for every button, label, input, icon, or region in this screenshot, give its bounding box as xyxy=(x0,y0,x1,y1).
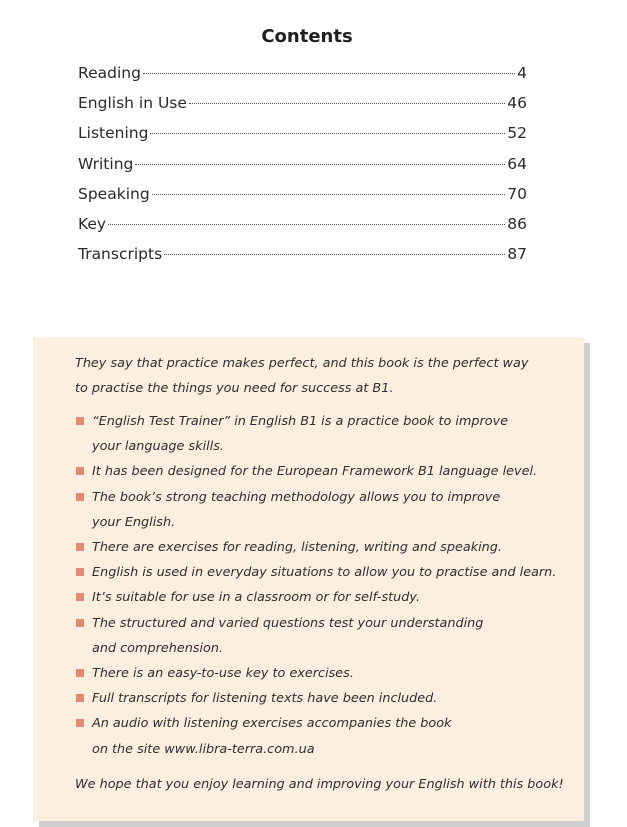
toc-label: Reading xyxy=(78,64,141,82)
square-bullet-icon xyxy=(76,694,84,702)
square-bullet-icon xyxy=(76,543,84,551)
list-item xyxy=(75,686,584,711)
list-item xyxy=(75,459,584,484)
list-item-text: Full transcripts for listening texts have been included. xyxy=(92,691,438,707)
list-item xyxy=(75,611,584,661)
list-item-text: your language skills. xyxy=(92,439,224,455)
toc-page-number: 52 xyxy=(507,124,527,143)
list-item-text: It’s suitable for use in a classroom or for self-study. xyxy=(92,590,421,606)
toc-entry-speaking[interactable] xyxy=(78,184,527,214)
square-bullet-icon xyxy=(76,568,84,576)
toc-label: Speaking xyxy=(78,184,150,203)
toc-leader-dots xyxy=(135,164,505,165)
page-title: Contents xyxy=(261,26,353,47)
toc-label: English in Use xyxy=(78,94,187,113)
list-item-text: and comprehension. xyxy=(92,640,224,656)
square-bullet-icon xyxy=(76,493,84,501)
list-item-text: An audio with listening exercises accompanies the book xyxy=(92,716,452,732)
list-item xyxy=(75,661,584,686)
list-item-text: It has been designed for the European Framework B1 language level. xyxy=(92,464,538,480)
info-box-closing: We hope that you enjoy learning and improving your English with this book! xyxy=(75,776,564,792)
toc-entry-english-in-use[interactable] xyxy=(78,93,527,123)
intro-line: to practise the things you need for success at B1. xyxy=(75,381,394,396)
list-item xyxy=(75,485,584,535)
square-bullet-icon xyxy=(76,467,84,475)
toc-entry-transcripts[interactable] xyxy=(78,244,527,274)
list-item-text: The book’s strong teaching methodology allows you to improve xyxy=(92,489,501,505)
list-item-text: your English. xyxy=(92,514,176,530)
toc-entry-writing[interactable] xyxy=(78,154,527,184)
feature-list xyxy=(75,409,584,762)
table-of-contents xyxy=(78,63,527,274)
toc-page-number: 4 xyxy=(517,64,527,82)
toc-leader-dots xyxy=(152,194,506,195)
square-bullet-icon xyxy=(76,417,84,425)
list-item xyxy=(75,560,584,585)
list-item-text: The structured and varied questions test your understanding xyxy=(92,615,484,631)
intro-line: They say that practice makes perfect, and this book is the perfect way xyxy=(75,356,529,371)
toc-page-number: 64 xyxy=(507,154,527,173)
toc-leader-dots xyxy=(143,73,515,74)
list-item-text: on the site www.libra-terra.com.ua xyxy=(92,741,315,757)
toc-entry-reading[interactable] xyxy=(78,63,527,93)
square-bullet-icon xyxy=(76,719,84,727)
list-item-text: “English Test Trainer” in English B1 is a practice book to improve xyxy=(92,414,509,429)
toc-leader-dots xyxy=(108,224,505,225)
square-bullet-icon xyxy=(76,619,84,627)
toc-page-number: 70 xyxy=(507,184,527,203)
list-item-text: There are exercises for reading, listening, writing and speaking. xyxy=(92,540,502,556)
square-bullet-icon xyxy=(76,593,84,601)
toc-page-number: 87 xyxy=(507,245,527,264)
list-item-text: English is used in everyday situations to allow you to practise and learn. xyxy=(92,565,557,581)
info-box-intro xyxy=(75,351,584,401)
toc-entry-listening[interactable] xyxy=(78,123,527,153)
toc-entry-key[interactable] xyxy=(78,214,527,244)
toc-leader-dots xyxy=(189,103,505,104)
toc-page-number: 46 xyxy=(507,94,527,113)
toc-label: Key xyxy=(78,214,107,233)
list-item xyxy=(75,711,584,761)
toc-label: Writing xyxy=(78,154,134,173)
list-item xyxy=(75,409,584,459)
list-item xyxy=(75,535,584,560)
square-bullet-icon xyxy=(76,669,84,677)
list-item-text: There is an easy-to-use key to exercises. xyxy=(92,666,354,682)
list-item xyxy=(75,585,584,610)
toc-leader-dots xyxy=(150,133,505,134)
toc-page-number: 86 xyxy=(507,214,527,233)
info-box xyxy=(33,337,584,821)
toc-label: Transcripts xyxy=(78,245,163,264)
toc-label: Listening xyxy=(78,124,149,143)
toc-leader-dots xyxy=(164,254,505,255)
